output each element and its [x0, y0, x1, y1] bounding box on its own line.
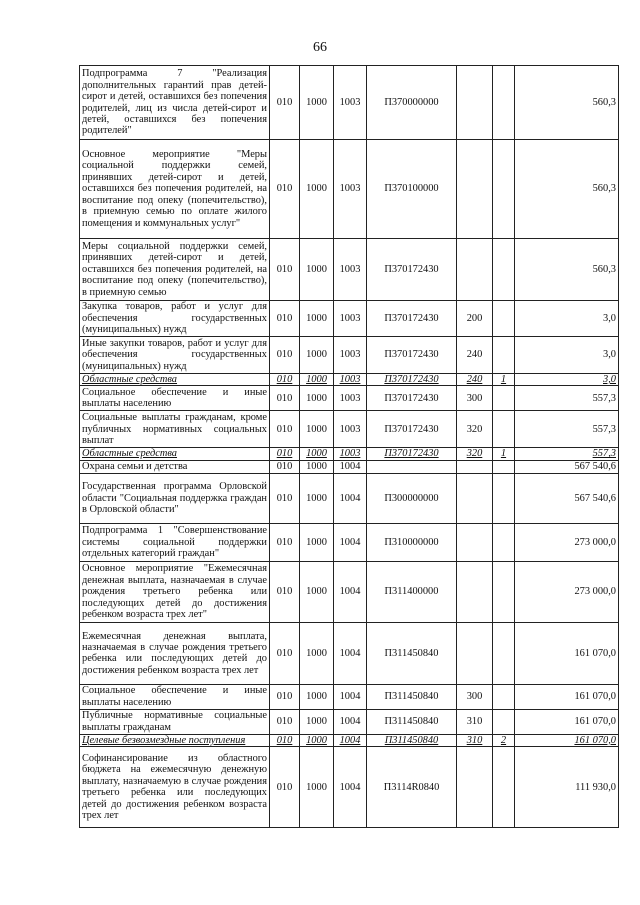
row-amount: 161 070,0: [515, 709, 619, 734]
table-row: [80, 523, 619, 561]
table-row: [80, 66, 619, 140]
row-code-3: 1004: [334, 460, 367, 473]
row-target-article: П311400000: [367, 561, 457, 622]
row-amount: 161 070,0: [515, 684, 619, 709]
row-code-3: 1003: [334, 140, 367, 239]
row-amount: 161 070,0: [515, 734, 619, 746]
row-code-1: 010: [270, 448, 300, 460]
row-expense-type: 300: [457, 386, 493, 411]
row-code-3: 1003: [334, 386, 367, 411]
row-name: Иные закупки товаров, работ и услуг для обеспечения государственных (муниципальных) нужд: [80, 337, 270, 374]
row-target-article: П311450840: [367, 622, 457, 684]
row-code-1: 010: [270, 460, 300, 473]
row-code-1: 010: [270, 337, 300, 374]
row-source: 1: [493, 374, 515, 386]
row-amount: 560,3: [515, 239, 619, 301]
row-target-article: П310000000: [367, 523, 457, 561]
row-name: Охрана семьи и детства: [80, 460, 270, 473]
row-name: Софинансирование из областного бюджета на ежемесячную денежную выплату, назначаемую в случае рождения третьего ребенка или последующих детей до достижения ребенком возраста трех лет: [80, 747, 270, 828]
row-amount: 557,3: [515, 448, 619, 460]
row-name: Закупка товаров, работ и услуг для обеспечения государственных (муниципальных) нужд: [80, 301, 270, 337]
row-source: [493, 561, 515, 622]
row-target-article: [367, 460, 457, 473]
row-source: [493, 747, 515, 828]
table-row: [80, 622, 619, 684]
row-code-2: 1000: [300, 239, 334, 301]
row-source: [493, 523, 515, 561]
row-code-1: 010: [270, 374, 300, 386]
row-source: [493, 411, 515, 448]
row-amount: 567 540,6: [515, 473, 619, 523]
budget-table: [79, 65, 619, 828]
row-code-3: 1004: [334, 523, 367, 561]
row-source: 2: [493, 734, 515, 746]
row-target-article: П311450840: [367, 684, 457, 709]
row-expense-type: [457, 473, 493, 523]
row-expense-type: 320: [457, 448, 493, 460]
row-code-3: 1003: [334, 374, 367, 386]
row-code-1: 010: [270, 709, 300, 734]
row-code-2: 1000: [300, 709, 334, 734]
row-code-3: 1003: [334, 337, 367, 374]
table-row: [80, 709, 619, 734]
table-row: [80, 561, 619, 622]
row-code-1: 010: [270, 684, 300, 709]
row-amount: 557,3: [515, 411, 619, 448]
row-source: [493, 301, 515, 337]
row-code-3: 1004: [334, 561, 367, 622]
row-name-text: Областные средства: [82, 374, 178, 385]
row-code-2: 1000: [300, 460, 334, 473]
row-amount: 273 000,0: [515, 561, 619, 622]
row-name: Подпрограмма 1 "Совершенствование системы социальной поддержки отдельных категорий граждан": [80, 523, 270, 561]
row-expense-type: 240: [457, 337, 493, 374]
row-source: [493, 684, 515, 709]
row-source: [493, 709, 515, 734]
row-expense-type: 200: [457, 301, 493, 337]
row-source: [493, 473, 515, 523]
row-code-1: 010: [270, 473, 300, 523]
row-expense-type: [457, 239, 493, 301]
table-row: [80, 239, 619, 301]
row-target-article: П370172430: [367, 239, 457, 301]
row-amount: 560,3: [515, 140, 619, 239]
page-number: 66: [313, 40, 327, 55]
row-code-3: 1003: [334, 239, 367, 301]
row-code-1: 010: [270, 747, 300, 828]
row-name: Меры социальной поддержки семей, принявших детей-сирот и детей, оставшихся без попечения родителей, на воспитание под опеку (попечительство), в приемную семью: [80, 239, 270, 301]
row-code-3: 1004: [334, 747, 367, 828]
row-name: [80, 374, 270, 386]
table-row: [80, 473, 619, 523]
row-code-1: 010: [270, 622, 300, 684]
row-expense-type: [457, 622, 493, 684]
row-source: [493, 239, 515, 301]
row-code-3: 1004: [334, 709, 367, 734]
row-code-2: 1000: [300, 140, 334, 239]
row-code-2: 1000: [300, 684, 334, 709]
row-expense-type: [457, 66, 493, 140]
row-expense-type: 240: [457, 374, 493, 386]
row-code-1: 010: [270, 523, 300, 561]
row-code-2: 1000: [300, 386, 334, 411]
row-name: Основное мероприятие "Меры социальной поддержки семей, принявших детей-сирот и детей, оставшихся без попечения родителей, на воспитание под опеку (попечительство), в приемную семью по оплате жилого помещения и коммунальных услуг": [80, 140, 270, 239]
table-row: [80, 684, 619, 709]
table-row: [80, 460, 619, 473]
table-row: [80, 374, 619, 386]
row-amount: 111 930,0: [515, 747, 619, 828]
row-target-article: П311450840: [367, 734, 457, 746]
row-code-3: 1004: [334, 473, 367, 523]
row-name-text: Областные средства: [82, 448, 178, 460]
row-code-2: 1000: [300, 622, 334, 684]
row-code-1: 010: [270, 561, 300, 622]
row-name: Подпрограмма 7 "Реализация дополнительных гарантий прав детей-сирот и детей, оставшихся без попечения родителей, лиц из числа детей-сирот и детей, оставшихся без попечения родителей": [80, 66, 270, 140]
row-amount: 3,0: [515, 301, 619, 337]
row-code-1: 010: [270, 140, 300, 239]
row-amount: 567 540,6: [515, 460, 619, 473]
row-target-article: П370172430: [367, 337, 457, 374]
row-amount: 560,3: [515, 66, 619, 140]
row-name: Ежемесячная денежная выплата, назначаемая в случае рождения третьего ребенка или последующих детей до достижения ребенком возраста трех лет: [80, 622, 270, 684]
row-code-2: 1000: [300, 448, 334, 460]
row-source: [493, 140, 515, 239]
row-expense-type: [457, 747, 493, 828]
row-source: [493, 460, 515, 473]
row-target-article: П370172430: [367, 374, 457, 386]
row-expense-type: 310: [457, 734, 493, 746]
row-amount: 3,0: [515, 337, 619, 374]
row-target-article: П370000000: [367, 66, 457, 140]
row-target-article: П3114R0840: [367, 747, 457, 828]
row-code-2: 1000: [300, 523, 334, 561]
row-name: Социальные выплаты гражданам, кроме публичных нормативных социальных выплат: [80, 411, 270, 448]
table-row: [80, 734, 619, 746]
row-name-text: Целевые безвозмездные поступления: [82, 734, 246, 746]
row-name: Публичные нормативные социальные выплаты гражданам: [80, 709, 270, 734]
row-code-1: 010: [270, 301, 300, 337]
row-name: Основное мероприятие "Ежемесячная денежная выплата, назначаемая в случае рождения третьего ребенка или последующих детей до достижения ребенком возраста трех лет": [80, 561, 270, 622]
table-row: [80, 140, 619, 239]
row-code-1: 010: [270, 411, 300, 448]
row-target-article: П370172430: [367, 448, 457, 460]
row-code-3: 1003: [334, 301, 367, 337]
row-amount: 273 000,0: [515, 523, 619, 561]
row-source: 1: [493, 448, 515, 460]
row-target-article: П311450840: [367, 709, 457, 734]
table-row: [80, 448, 619, 460]
row-target-article: П300000000: [367, 473, 457, 523]
row-amount: 161 070,0: [515, 622, 619, 684]
row-code-3: 1003: [334, 66, 367, 140]
row-code-1: 010: [270, 734, 300, 746]
row-name: Государственная программа Орловской области "Социальная поддержка граждан в Орловской области": [80, 473, 270, 523]
row-expense-type: 300: [457, 684, 493, 709]
row-expense-type: 310: [457, 709, 493, 734]
row-expense-type: [457, 523, 493, 561]
row-name: [80, 448, 270, 460]
row-code-3: 1003: [334, 411, 367, 448]
table-row: [80, 301, 619, 337]
row-target-article: П370100000: [367, 140, 457, 239]
row-source: [493, 337, 515, 374]
row-code-3: 1003: [334, 448, 367, 460]
row-code-2: 1000: [300, 337, 334, 374]
row-code-3: 1004: [334, 734, 367, 746]
row-code-2: 1000: [300, 473, 334, 523]
table-row: [80, 411, 619, 448]
row-amount: 3,0: [515, 374, 619, 386]
row-code-2: 1000: [300, 747, 334, 828]
table-row: [80, 337, 619, 374]
row-code-3: 1004: [334, 622, 367, 684]
row-expense-type: [457, 460, 493, 473]
row-code-2: 1000: [300, 66, 334, 140]
row-code-2: 1000: [300, 301, 334, 337]
row-code-2: 1000: [300, 561, 334, 622]
row-name: [80, 734, 270, 746]
row-expense-type: [457, 561, 493, 622]
row-expense-type: 320: [457, 411, 493, 448]
row-expense-type: [457, 140, 493, 239]
row-name: Социальное обеспечение и иные выплаты населению: [80, 684, 270, 709]
row-code-3: 1004: [334, 684, 367, 709]
row-source: [493, 66, 515, 140]
table-row: [80, 747, 619, 828]
table-row: [80, 386, 619, 411]
row-code-2: 1000: [300, 734, 334, 746]
row-code-2: 1000: [300, 411, 334, 448]
row-code-1: 010: [270, 386, 300, 411]
row-target-article: П370172430: [367, 386, 457, 411]
row-target-article: П370172430: [367, 301, 457, 337]
row-amount: 557,3: [515, 386, 619, 411]
row-source: [493, 386, 515, 411]
row-code-1: 010: [270, 66, 300, 140]
row-source: [493, 622, 515, 684]
row-name: Социальное обеспечение и иные выплаты населению: [80, 386, 270, 411]
row-code-2: 1000: [300, 374, 334, 386]
row-code-1: 010: [270, 239, 300, 301]
row-target-article: П370172430: [367, 411, 457, 448]
